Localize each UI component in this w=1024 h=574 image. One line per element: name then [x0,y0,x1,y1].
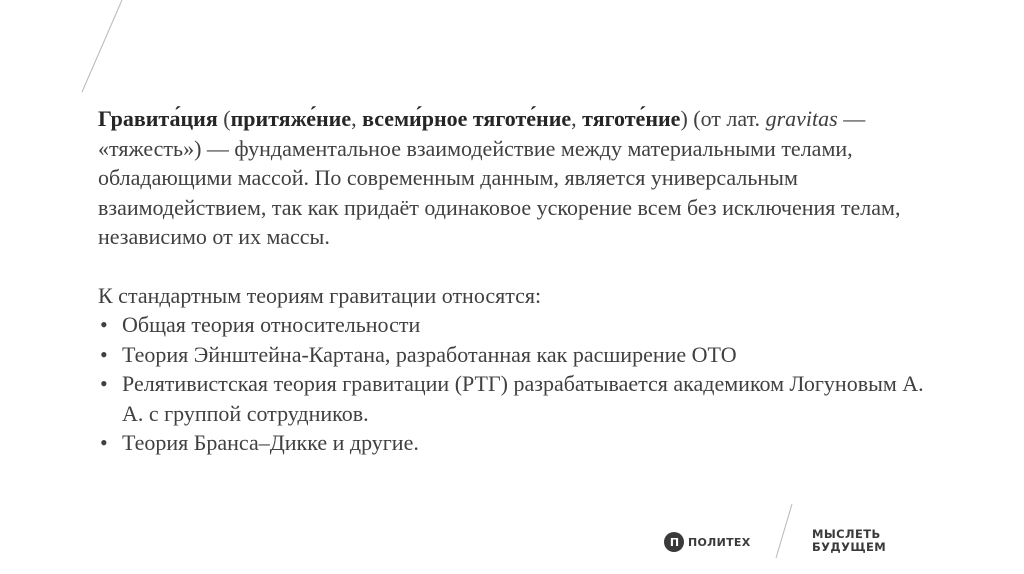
bottom-divider-diagonal [776,504,792,558]
list-item [98,428,928,458]
polytech-mark-icon: П [664,532,684,552]
latin-word: gravitas [765,106,838,131]
from-latin: (от лат. [687,106,766,131]
open-paren: ( [217,106,231,131]
synonym-2: всеми́рное тяготе́ние [362,106,572,131]
term: Гравита́ция [98,106,218,131]
list-item-text: Общая теория относительности [122,312,421,337]
synonym-3: тяготе́ние [582,106,681,131]
list-item-text: Релятивистская теория гравитации (РТГ) разрабатывается академиком Логуновым А. А. с группой сотрудников. [122,371,924,426]
comma-2: , [571,106,583,131]
future-line-1: МЫСЛЕТЬ [812,527,881,541]
slide-body [98,104,928,458]
synonym-1: притяже́ние [230,106,352,131]
theories-list [98,310,928,458]
polytech-logo [664,532,751,552]
bullet-dot: • [100,341,108,367]
list-item [98,369,928,428]
list-item-text: Теория Бранса–Дикке и другие. [122,430,419,455]
comma-1: , [351,106,363,131]
future-line-2: БУДУЩЕМ [812,540,887,554]
top-left-diagonal [82,0,122,92]
polytech-label: ПОЛИТЕХ [688,535,751,549]
list-item [98,310,928,340]
definition-text: — «тяжесть») — фундаментальное взаимодействие между материальными телами, обладающими массой. По современным данным, является универсальным взаимодействием, так как придаёт одинаковое ускорение всем без исключения телам, независимо от их массы. [98,106,901,249]
theories-heading: К стандартным теориям гравитации относятся: [98,282,542,308]
bullet-dot: • [100,430,108,455]
close-paren: ) [680,106,688,131]
definition-paragraph [98,104,928,252]
list-item [98,340,928,370]
think-future-logo [812,528,886,554]
bullet-dot: • [100,312,108,337]
bullet-dot: • [100,371,108,396]
list-item-text: Теория Эйнштейна-Картана, разработанная как расширение ОТО [122,341,737,367]
